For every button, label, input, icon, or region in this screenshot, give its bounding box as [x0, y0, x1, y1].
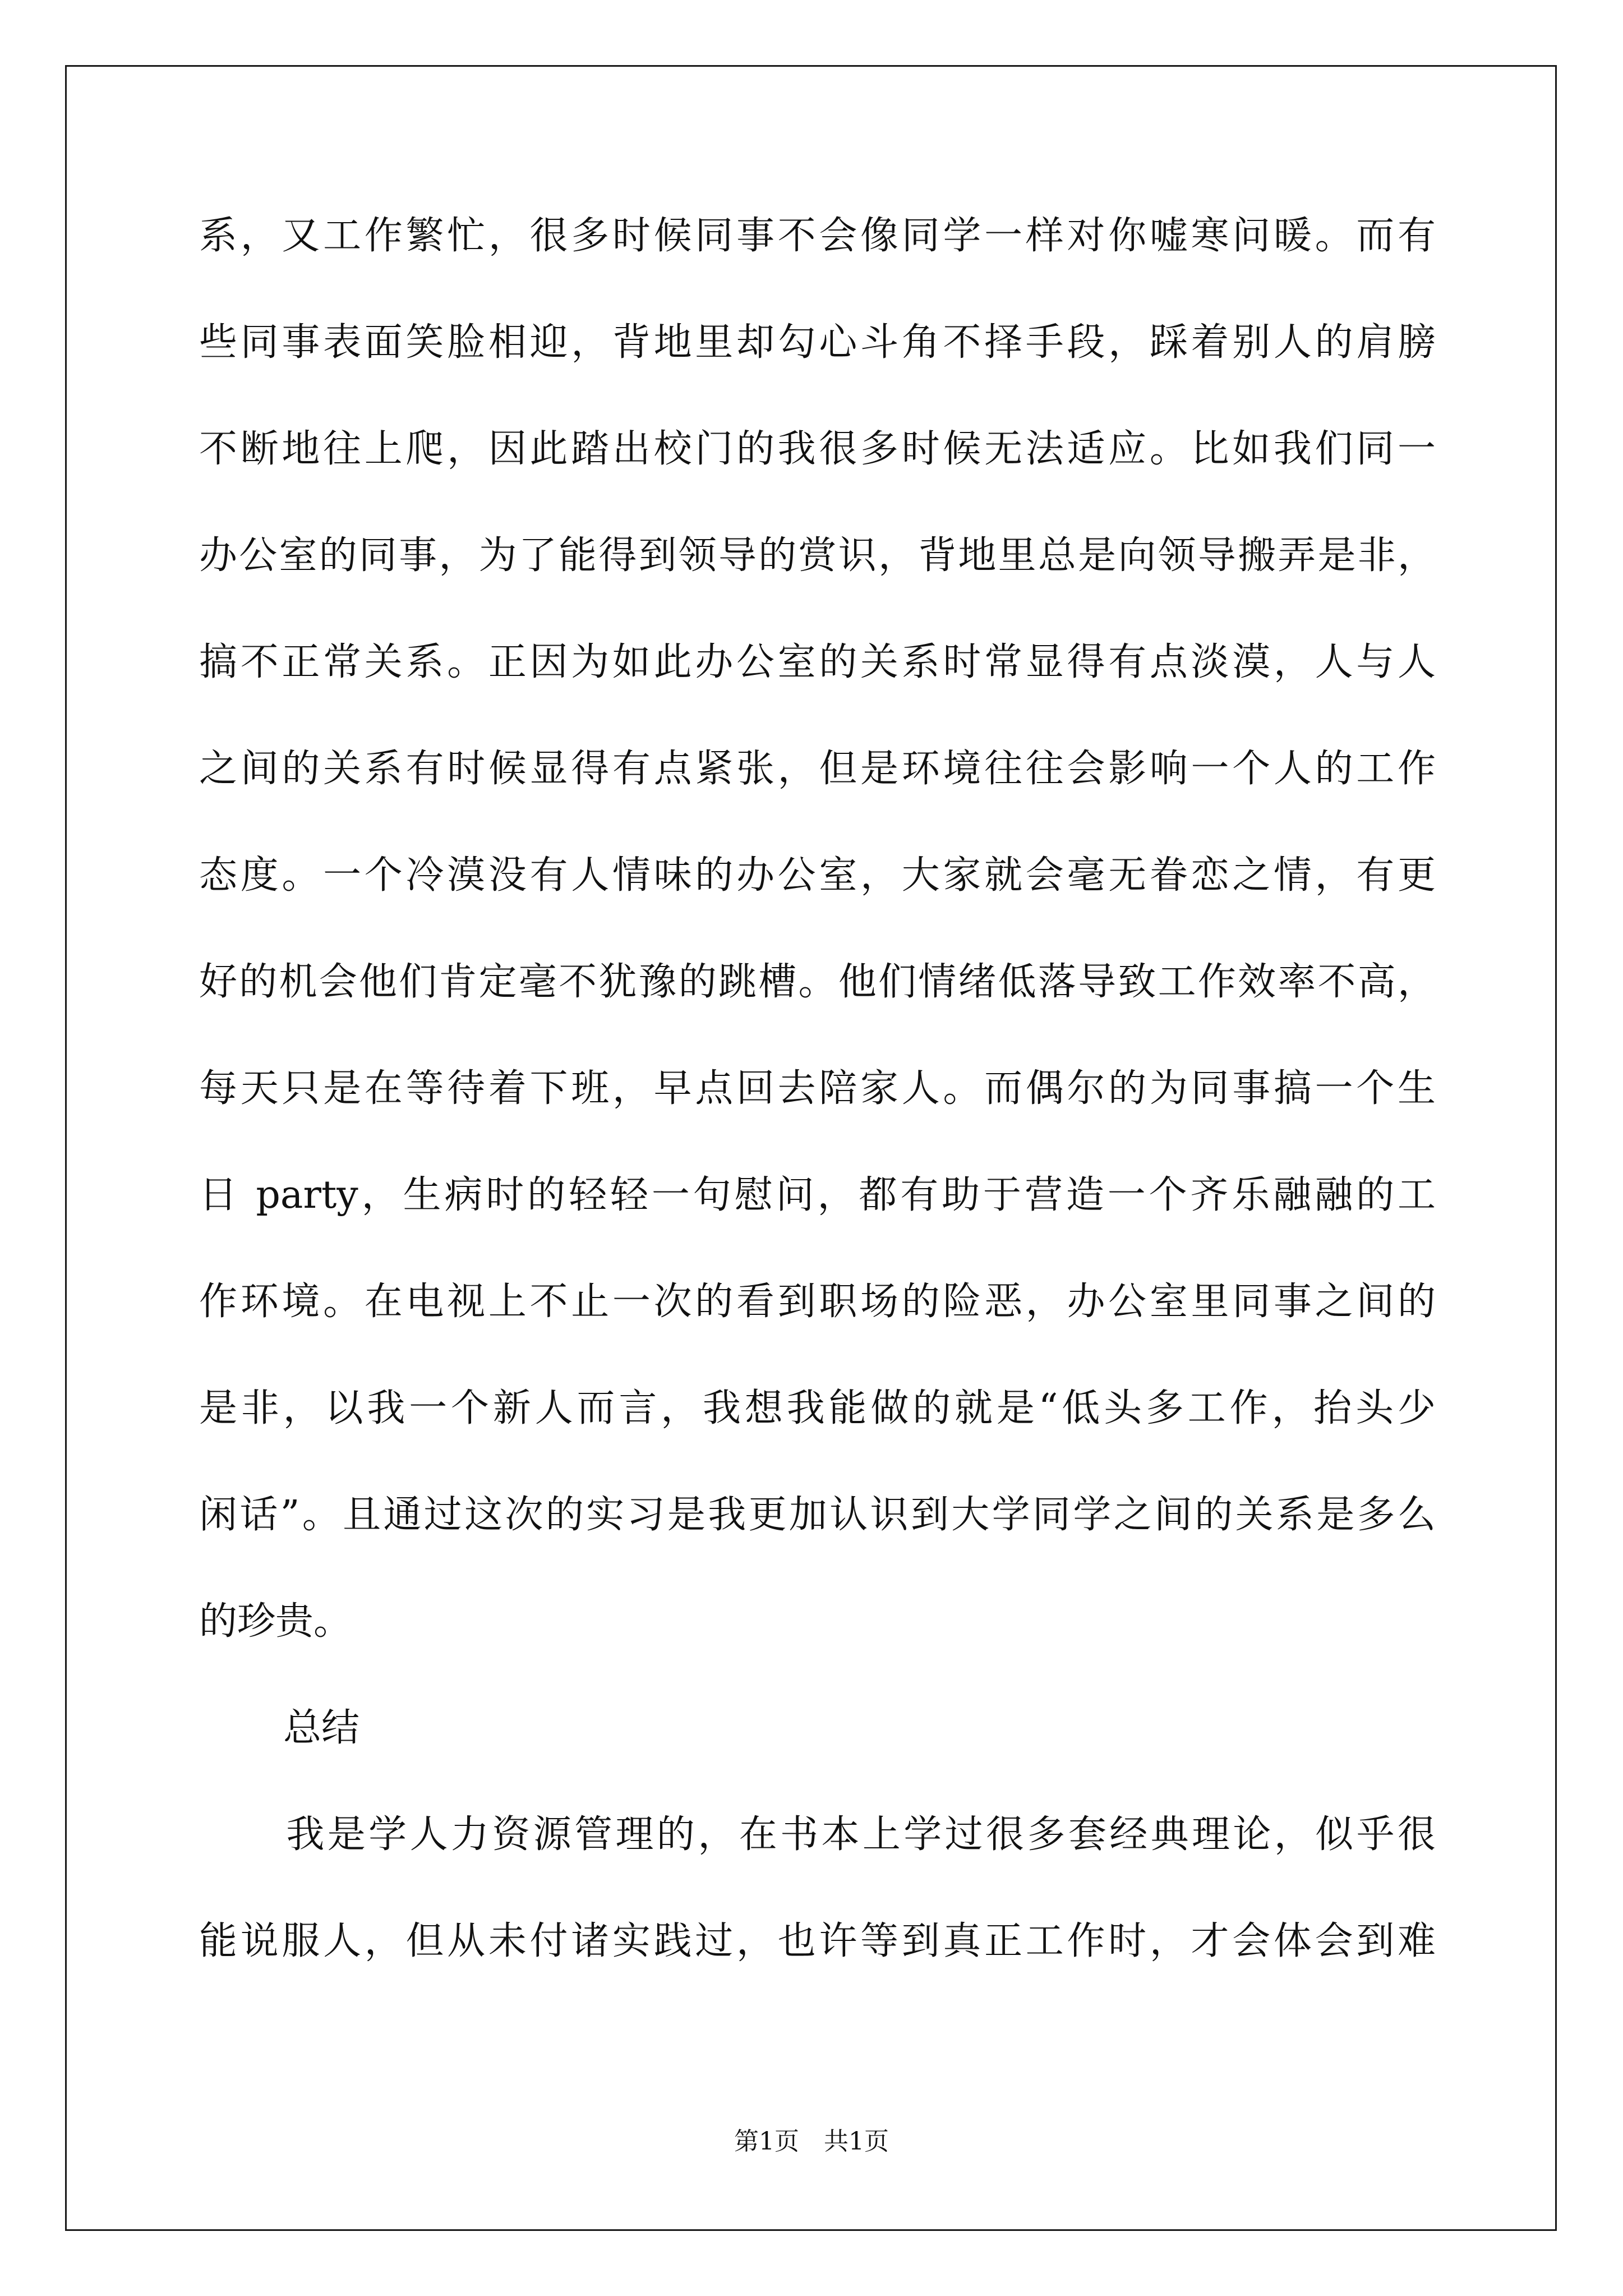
paragraph-line: 日 party，生病时的轻轻一句慰问，都有助于营造一个齐乐融融的工 [199, 1173, 1436, 1217]
paragraph-line: 闲话”。且通过这次的实习是我更加认识到大学同学之间的关系是多么 [199, 1493, 1436, 1537]
paragraph-line: 的珍贵。 [199, 1599, 352, 1644]
paragraph-line: 不断地往上爬，因此踏出校门的我很多时候无法适应。比如我们同一 [199, 427, 1436, 471]
paragraph-line: 能说服人，但从未付诸实践过，也许等到真正工作时，才会体会到难 [199, 1919, 1436, 1963]
paragraph-line: 系，又工作繁忙，很多时候同事不会像同学一样对你嘘寒问暖。而有 [199, 214, 1436, 258]
section-heading [199, 1706, 1436, 1816]
paragraph-line: 之间的关系有时候显得有点紧张，但是环境往往会影响一个人的工作 [199, 747, 1436, 791]
paragraph-line: 是非，以我一个新人而言，我想我能做的就是“低头多工作，抬头少 [199, 1386, 1436, 1430]
page-number-footer: 第1页 共1页 [734, 2127, 889, 2156]
paragraph-line: 办公室的同事，为了能得到领导的赏识，背地里总是向领导搬弄是非， [199, 533, 1436, 578]
paragraph-line-text: 我是学人力资源管理的，在书本上学过很多套经典理论，似乎很 [283, 1812, 1436, 1857]
section-heading-text: 总结 [283, 1706, 360, 1750]
paragraph-line: 每天只是在等待着下班，早点回去陪家人。而偶尔的为同事搞一个生 [199, 1066, 1436, 1111]
paragraph-line: 态度。一个冷漠没有人情味的办公室，大家就会毫无眷恋之情，有更 [199, 853, 1436, 898]
paragraph-line: 作环境。在电视上不止一次的看到职场的险恶，办公室里同事之间的 [199, 1280, 1436, 1324]
paragraph-line: 好的机会他们肯定毫不犹豫的跳槽。他们情绪低落导致工作效率不高， [199, 960, 1436, 1004]
paragraph-line: 搞不正常关系。正因为如此办公室的关系时常显得有点淡漠，人与人 [199, 640, 1436, 684]
paragraph-line: 些同事表面笑脸相迎，背地里却勾心斗角不择手段，踩着别人的肩膀 [199, 320, 1436, 365]
paragraph-line [199, 1812, 1436, 1922]
document-body [199, 214, 1436, 2029]
